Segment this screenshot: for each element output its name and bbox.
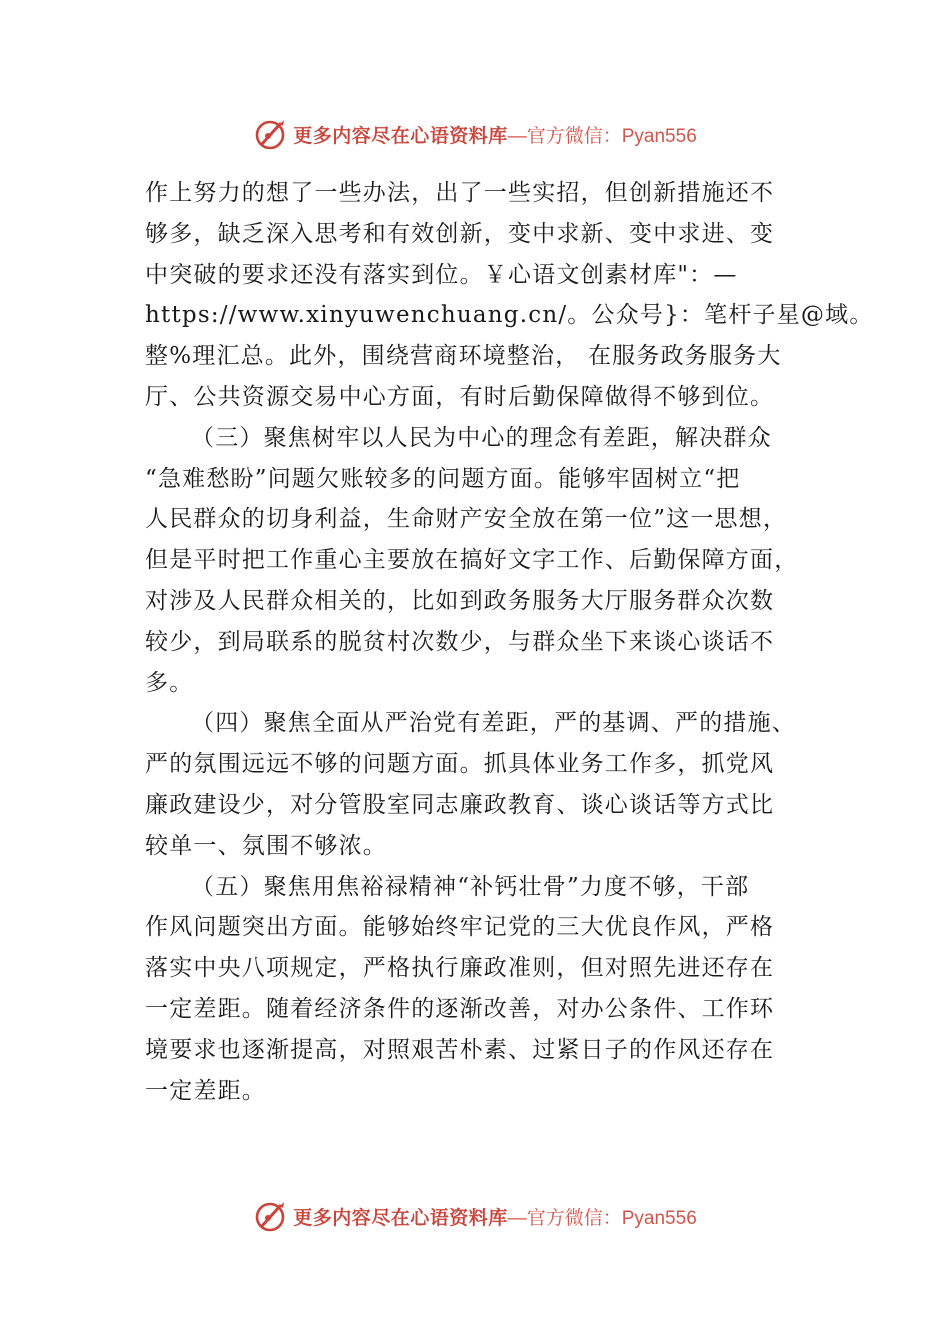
text-line: （三）聚焦树牢以人民为中心的理念有差距，解决群众 (191, 424, 772, 451)
pen-logo-icon (253, 116, 289, 152)
text-line: 一定差距。随着经济条件的逐渐改善，对办公条件、工作环 (145, 995, 775, 1022)
header-banner-inner (253, 116, 697, 152)
footer-banner-contact: —官方微信：Pyan556 (507, 1207, 697, 1229)
text-line: 较单一、氛围不够浓。 (145, 832, 387, 859)
text-line: 厅、公共资源交易中心方面，有时后勤保障做得不够到位。 (145, 383, 775, 410)
header-banner-contact: —官方微信：Pyan556 (507, 125, 697, 147)
text-line: 严的氛围远远不够的问题方面。抓具体业务工作多，抓党风 (145, 751, 775, 778)
text-line: （四）聚焦全面从严治党有差距，严的基调、严的措施、 (191, 710, 796, 737)
text-line: 廉政建设少，对分管股室同志廉政教育、谈心谈话等方式比 (145, 791, 775, 818)
header-banner (0, 114, 950, 154)
footer-banner (0, 1196, 950, 1236)
text-line: 人民群众的切身利益，生命财产安全放在第一位”这一思想， (145, 506, 788, 533)
text-line: 一定差距。 (145, 1077, 266, 1104)
text-line: 中突破的要求还没有落实到位。￥心语文创素材库"：— (145, 261, 738, 288)
footer-banner-inner (253, 1198, 697, 1234)
text-line: 但是平时把工作重心主要放在搞好文字工作、后勤保障方面， (145, 547, 799, 574)
text-line: 境要求也逐渐提高，对照艰苦朴素、过紧日子的作风还存在 (145, 1036, 775, 1063)
paragraph-4 (145, 867, 815, 1112)
text-line: 够多，缺乏深入思考和有效创新，变中求新、变中求进、变 (145, 220, 775, 247)
footer-banner-text: 更多内容尽在心语资料库 (293, 1206, 508, 1229)
paragraph-1 (145, 173, 874, 418)
paragraph-3 (145, 703, 815, 866)
text-line: 作风问题突出方面。能够始终牢记党的三大优良作风，严格 (145, 914, 775, 941)
paragraph-2 (145, 418, 815, 704)
text-line: （五）聚焦用焦裕禄精神“补钙壮骨”力度不够，干部 (191, 873, 750, 900)
text-line: 落实中央八项规定，严格执行廉政准则，但对照先进还存在 (145, 955, 775, 982)
text-line: “急难愁盼”问题欠账较多的问题方面。能够牢固树立“把 (145, 465, 741, 492)
text-line: https://www.xinyuwenchuang.cn/。公众号}：笔杆子星@域。 (145, 302, 874, 329)
text-line: 整%理汇总。此外，围绕营商环境整治， 在服务政务服务大 (145, 343, 782, 370)
text-line: 较少，到局联系的脱贫村次数少，与群众坐下来谈心谈话不 (145, 628, 775, 655)
document-body (145, 173, 874, 1111)
text-line: 多。 (145, 669, 194, 696)
header-banner-text: 更多内容尽在心语资料库 (293, 124, 508, 147)
text-line: 作上努力的想了一些办法，出了一些实招，但创新措施还不 (145, 180, 775, 206)
text-line: 对涉及人民群众相关的，比如到政务服务大厅服务群众次数 (145, 587, 775, 614)
pen-logo-icon (253, 1198, 289, 1234)
